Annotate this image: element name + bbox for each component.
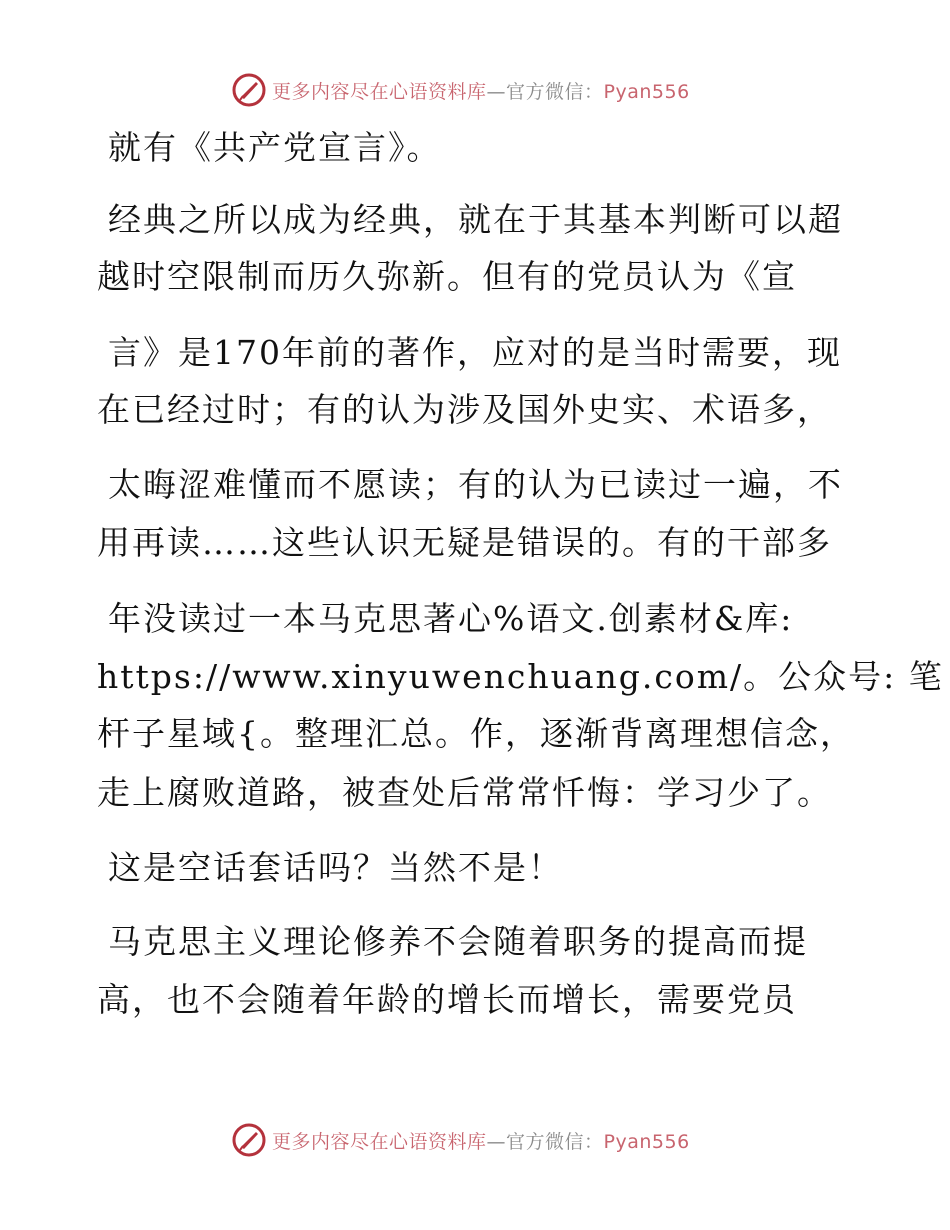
text-line: 就有《共产党宣言》。	[108, 128, 442, 167]
text-line: 走上腐败道路，被查处后常常忏悔：学习少了。	[97, 773, 832, 812]
site-name: 更多内容尽在心语资料库	[272, 1130, 487, 1153]
text-line: 经典之所以成为经典，就在于其基本判断可以超	[108, 200, 843, 239]
quill-logo-icon	[232, 1123, 266, 1157]
header-banner	[232, 70, 732, 110]
site-name: 更多内容尽在心语资料库	[272, 80, 487, 103]
text-line: 年没读过一本马克思著心%语文.创素材&库:	[108, 599, 794, 638]
text-line: https://www.xinyuwenchuang.com/。公众号: 笔	[97, 657, 944, 696]
text-line: 杆子星域{。整理汇总。作，逐渐背离理想信念，	[97, 714, 855, 753]
text-line: 用再读……这些认识无疑是错误的。有的干部多	[97, 523, 832, 562]
wechat-label: 官方微信：	[506, 80, 604, 103]
text-line: 言》是170年前的著作，应对的是当时需要，现	[108, 333, 842, 372]
text-line: 在已经过时；有的认为涉及国外史实、术语多，	[97, 390, 832, 429]
banner-text	[272, 77, 690, 104]
quill-logo-icon	[232, 73, 266, 107]
text-line: 高，也不会随着年龄的增长而增长，需要党员	[97, 980, 797, 1019]
text-line: 越时空限制而历久弥新。但有的党员认为《宣	[97, 257, 797, 296]
banner-separator: —	[486, 80, 507, 103]
wechat-label: 官方微信：	[506, 1130, 604, 1153]
text-line: 马克思主义理论修养不会随着职务的提高而提	[108, 922, 808, 961]
text-line: 这是空话套话吗？当然不是！	[108, 848, 563, 887]
text-line: 太晦涩难懂而不愿读；有的认为已读过一遍，不	[108, 465, 843, 504]
wechat-account: Pyan556	[603, 1130, 690, 1153]
footer-banner	[232, 1120, 732, 1160]
banner-text	[272, 1127, 690, 1154]
banner-separator: —	[486, 1130, 507, 1153]
wechat-account: Pyan556	[603, 80, 690, 103]
